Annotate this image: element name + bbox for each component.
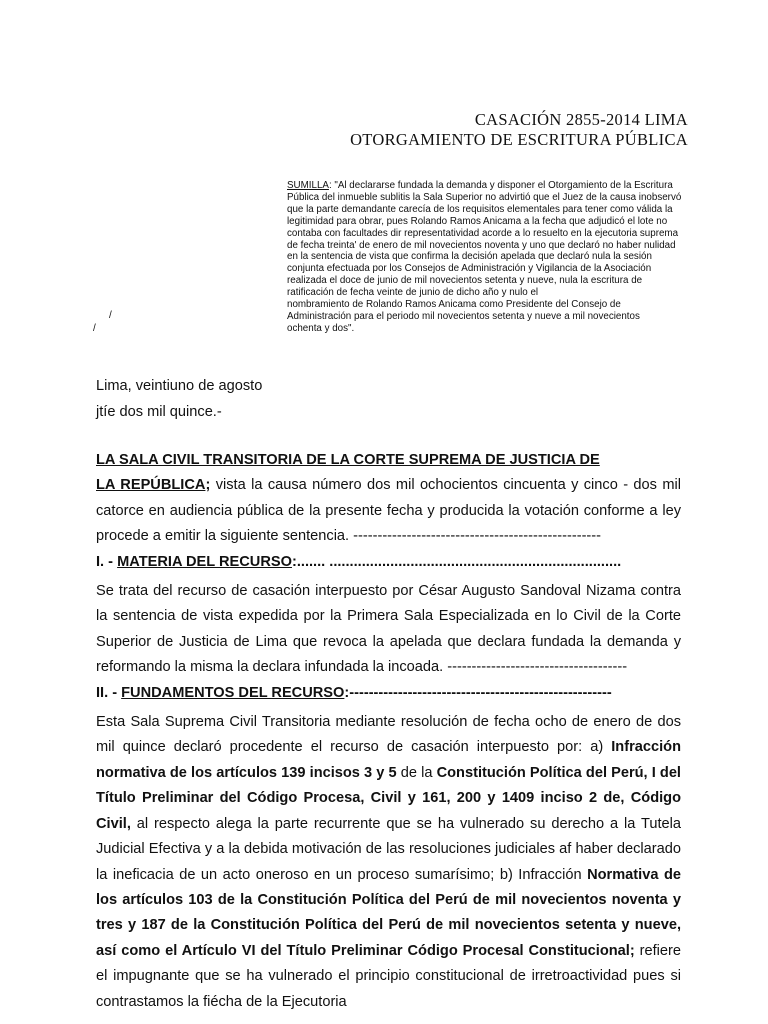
date-line: Lima, veintiuno de agosto xyxy=(96,378,263,394)
court-title-line1: LA SALA CIVIL TRANSITORIA DE LA CORTE SUPREMA DE JUSTICIA DE xyxy=(96,452,600,468)
sumilla-line: legitimidad para obrar, pues Rolando Ramos Anicama a la fecha que adjudicó el lote no xyxy=(287,215,668,227)
paragraph-bold: Constitución Política del Perú, I del Título Preliminar del Código Procesa, Civil y 161, 200 y 1409 inciso 2 de, Código Civil, xyxy=(96,764,681,832)
section-heading-fundamentos xyxy=(96,681,681,706)
section-paragraph-materia: Se trata del recurso de casación interpuesto por César Augusto Sandoval Nizama contra la sentencia de vista expedida por la Primera Sala Especializada en lo Civil de la Corte Superior de Justicia de Lima que revoca la apelada que declara fundada la demanda y reformando la misma la declara infundada la incoada. ------------------------------------- xyxy=(96,583,681,676)
sumilla-line: : "Al declararse fundada la demanda y disponer el Otorgamiento de la Escritura xyxy=(328,180,673,191)
court-title-line2: LA REPÚBLICA xyxy=(96,477,206,494)
date-line: jtíe dos mil quince.- xyxy=(96,403,222,420)
court-title-suffix: ; xyxy=(205,477,211,494)
court-title xyxy=(96,448,681,473)
court-intro-text: vista la causa número dos mil ochocientos cincuenta y cinco - dos mil catorce en audiencia pública de la presente fecha y producida la votación conforme a ley procede a emitir la siguiente sentencia. --------------------------------------------------- xyxy=(96,477,681,545)
sumilla-line: Pública del inmueble sublitis la Sala Superior no advirtió que el Juez de la causa inobservó xyxy=(287,191,682,203)
case-subject: OTORGAMIENTO DE ESCRITURA PÚBLICA xyxy=(350,130,688,149)
paragraph-text: al respecto alega la parte recurrente que se ha vulnerado su derecho a la Tutela Judicial Efectiva y a la debida motivación de las resoluciones judiciales af haber declarado la ineficacia de un acto oneroso en un proceso sumarísimo; b) Infracción xyxy=(96,815,681,883)
document-body xyxy=(96,448,681,1015)
paragraph-text: de la xyxy=(396,764,437,781)
section-filler: :....... ........................................................................ xyxy=(291,553,622,570)
sumilla-label: SUMILLA xyxy=(287,180,329,191)
paragraph-text: Esta Sala Suprema Civil Transitoria mediante resolución de fecha ocho de enero de dos mil quince declaró procedente el recurso de casación interpuesto por: a) xyxy=(96,714,681,756)
date-block xyxy=(96,374,262,425)
section-heading-materia xyxy=(96,550,681,575)
sumilla-line: contaba con facultades dir representatividad acorde a lo resuelto en la ejecutoria suprema xyxy=(287,227,679,239)
sumilla-line: que la parte demandante carecía de los requisitos elementales para tener como válida la xyxy=(287,203,673,215)
sumilla-line: Administración para el periodo mil novecientos setenta y nueve a mil novecientos xyxy=(287,310,640,322)
section-filler: :------------------------------------------------------ xyxy=(344,684,612,701)
margin-mark: / xyxy=(93,323,96,334)
section-title: FUNDAMENTOS DEL RECURSO xyxy=(121,684,345,701)
sumilla-line: realizada el doce de junio de mil novecientos setenta y nueve, nula la escritura de xyxy=(287,275,643,287)
paragraph-text: refiere el impugnante que se ha vulnerado el principio constitucional de irretroactividad pues si contrastamos la fiécha de la Ejecutoria xyxy=(96,942,681,1010)
section-number: I. - xyxy=(96,553,118,570)
sumilla-line: en la sentencia de vista que confirma la decisión apelada que declaró nula la sesión xyxy=(287,251,652,263)
sumilla-line: ratificación de fecha veinte de junio de dicho año y nulo el xyxy=(287,287,539,299)
sumilla-line: de fecha treinta' de enero de mil novecientos noventa y uno que declaró no haber nulidad xyxy=(287,239,676,251)
sumilla-block xyxy=(287,180,689,335)
margin-mark: / xyxy=(109,310,112,321)
sumilla-line: conjunta efectuada por los Consejos de Administración y Vigilancia de la Asociación xyxy=(287,263,652,275)
section-number: II. - xyxy=(96,684,122,701)
case-number: CASACIÓN 2855-2014 LIMA xyxy=(474,110,688,129)
paragraph-bold: Infracción normativa de los artículos 139 incisos 3 y 5 xyxy=(96,739,681,781)
case-header xyxy=(350,110,688,150)
sumilla-line: nombramiento de Rolando Ramos Anicama como Presidente del Consejo de xyxy=(287,299,621,311)
section-paragraph-fundamentos xyxy=(96,710,681,1015)
court-intro-paragraph xyxy=(96,473,681,549)
section-title: MATERIA DEL RECURSO xyxy=(117,553,292,570)
paragraph-bold: Normativa de los artículos 103 de la Constitución Política del Perú de mil novecientos noventa y tres y 187 de la Constitución Política del Perú de mil novecientos setenta y nueve, así como el Artículo VI del Título Preliminar Código Procesal Constitucional; xyxy=(96,866,681,959)
sumilla-line: ochenta y dos". xyxy=(287,322,355,334)
